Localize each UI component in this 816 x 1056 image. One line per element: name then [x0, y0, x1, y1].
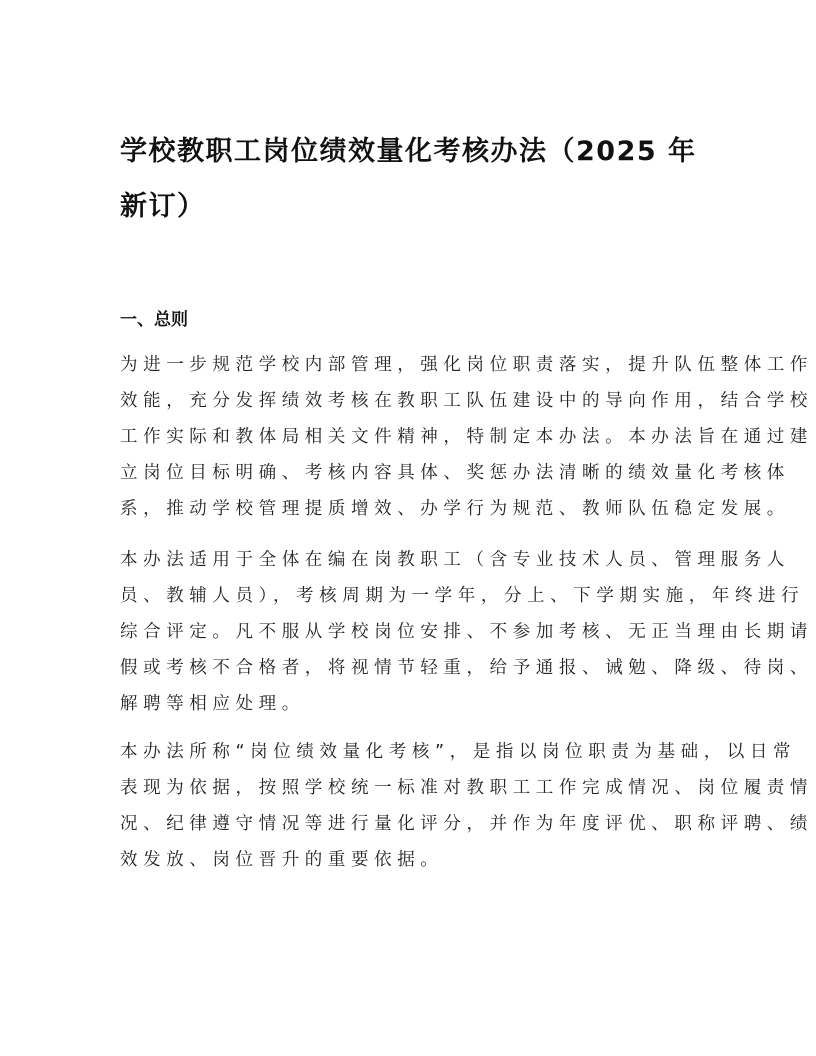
text-line: 员、教辅人员），考核周期为一学年，分上、下学期实施，年终进行 — [120, 586, 805, 606]
text-line: 为进一步规范学校内部管理，强化岗位职责落实，提升队伍整体工作 — [120, 355, 813, 375]
text-line: 效发放、岗位晋升的重要依据。 — [120, 850, 444, 870]
text-line: 效能，充分发挥绩效考核在教职工队伍建设中的导向作用，结合学校 — [120, 391, 813, 411]
text-line: 表现为依据，按照学校统一标准对教职工工作完成情况、岗位履责情 — [120, 778, 813, 798]
text-line: 系，推动学校管理提质增效、办学行为规范、教师队伍稳定发展。 — [120, 499, 790, 519]
paragraph-scope — [120, 542, 813, 722]
paragraph-definition — [120, 734, 813, 878]
text-line: 况、纪律遵守情况等进行量化评分，并作为年度评优、职称评聘、绩 — [120, 814, 813, 834]
text-line: 解聘等相应处理。 — [120, 694, 305, 714]
title-line: 新订） — [120, 191, 206, 222]
section-heading: 一、总则 — [120, 310, 188, 330]
paragraph-purpose — [120, 347, 813, 527]
document-title — [120, 124, 697, 234]
text-line: 工作实际和教体局相关文件精神，特制定本办法。本办法旨在通过建 — [120, 427, 813, 447]
text-line: 本办法适用于全体在编在岗教职工（含专业技术人员、管理服务人 — [120, 550, 790, 570]
text-line: 假或考核不合格者，将视情节轻重，给予通报、诫勉、降级、待岗、 — [120, 658, 813, 678]
title-line: 学校教职工岗位绩效量化考核办法（2025 年 — [120, 136, 697, 167]
text-line: 综合评定。凡不服从学校岗位安排、不参加考核、无正当理由长期请 — [120, 622, 813, 642]
text-line: 立岗位目标明确、考核内容具体、奖惩办法清晰的绩效量化考核体 — [120, 463, 790, 483]
text-line: 本办法所称“岗位绩效量化考核”，是指以岗位职责为基础，以日常 — [120, 742, 797, 762]
